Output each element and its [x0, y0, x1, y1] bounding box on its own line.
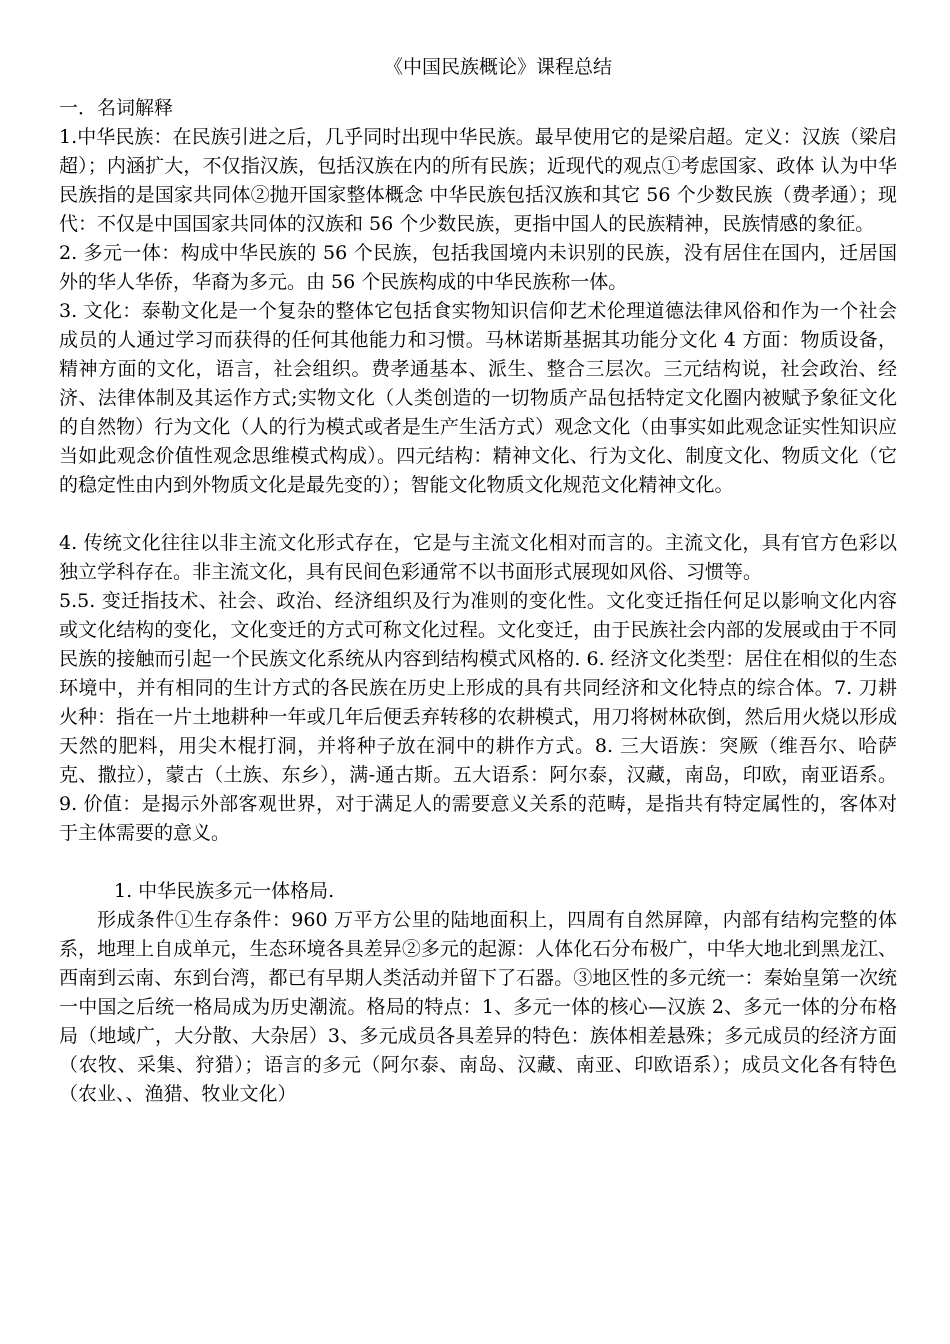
paragraph-culture: 3. 文化：泰勒文化是一个复杂的整体它包括食实物知识信仰艺术伦理道德法律风俗和作为一个社会成员的人通过学习而获得的任何其他能力和习惯。马林诺斯基据其功能分文化 4 方面：物质设备，精神方面的文化，语言，社会组织。费孝通基本、派生、整合三层次。三元结构说，社会政治、经济、法律体制及其运作方式;实物文化（人类创造的一切物质产品包括特定文化圈内被赋予象征文化的自然物）行为文化（人的行为模式或者是生产生活方式）观念文化（由事实如此观念证实性知识应当如此观念价值性观念思维模式构成）。四元结构：精神文化、行为文化、制度文化、物质文化（它的稳定性由内到外物质文化是最先变的）；智能文化物质文化规范文化精神文化。	[59, 300, 897, 496]
paragraph-pluralistic-unity: 2. 多元一体：构成中华民族的 56 个民族，包括我国境内未识别的民族，没有居住在国内，迁居国外的华人华侨，华裔为多元。由 56 个民族构成的中华民族称一体。	[59, 242, 897, 293]
blank-line	[59, 848, 897, 877]
document-page	[59, 52, 897, 1109]
paragraph-chinese-nation: 1.中华民族：在民族引进之后，几乎同时出现中华民族。最早使用它的是梁启超。定义：汉族（梁启超）；内涵扩大，不仅指汉族，包括汉族在内的所有民族；近现代的观点①考虑国家、政体 认为中华民族指的是国家共同体②抛开国家整体概念 中华民族包括汉族和其它 56 个少数民族（费孝通）；现代：不仅是中国国家共同体的汉族和 56 个少数民族，更指中国人的民族精神，民族情感的象征。	[59, 126, 897, 235]
paragraph-cultural-change: 5.5. 变迁指技术、社会、政治、经济组织及行为准则的变化性。文化变迁指任何足以影响文化内容或文化结构的变化，文化变迁的方式可称文化过程。文化变迁，由于民族社会内部的发展或由于不同民族的接触而引起一个民族文化系统从内容到结构模式风格的. 6. 经济文化类型：居住在相似的生态环境中，并有相同的生计方式的各民族在历史上形成的具有共同经济和文化特点的综合体。7. 刀耕火种：指在一片土地耕种一年或几年后便丢弃转移的农耕模式，用刀将树林砍倒，然后用火烧以形成天然的肥料，用尖木棍打洞，并将种子放在洞中的耕作方式。8. 三大语族：突厥（维吾尔、哈萨克、撒拉），蒙古（土族、东乡），满-通古斯。五大语系：阿尔泰，汉藏，南岛，印欧，南亚语系。9. 价值：是揭示外部客观世界，对于满足人的需要意义关系的范畴，是指共有特定属性的，客体对于主体需要的意义。	[59, 590, 897, 844]
paragraph-formation-conditions: 形成条件①生存条件：960 万平方公里的陆地面积上，四周有自然屏障，内部有结构完整的体系，地理上自成单元，生态环境各具差异②多元的起源：人体化石分布极广，中华大地北到黑龙江、西南到云南、东到台湾，都已有早期人类活动并留下了石器。③地区性的多元统一：秦始皇第一次统一中国之后统一格局成为历史潮流。格局的特点：1、多元一体的核心—汉族 2、多元一体的分布格局（地域广，大分散、大杂居）3、多元成员各具差异的特色：族体相差悬殊；多元成员的经济方面（农牧、采集、狩猎）；语言的多元（阿尔泰、南岛、汉藏、南亚、印欧语系）；成员文化各有特色（农业、、渔猎、牧业文化）	[59, 909, 897, 1105]
paragraph-traditional-culture: 4. 传统文化往往以非主流文化形式存在，它是与主流文化相对而言的。主流文化，具有官方色彩以独立学科存在。非主流文化，具有民间色彩通常不以书面形式展现如风俗、习惯等。	[59, 532, 897, 583]
section-heading-terms: 一．名词解释	[59, 97, 174, 119]
document-title: 《中国民族概论》课程总结	[383, 56, 612, 78]
section-heading-pattern: 1. 中华民族多元一体格局.	[114, 880, 335, 902]
blank-line	[59, 500, 897, 529]
